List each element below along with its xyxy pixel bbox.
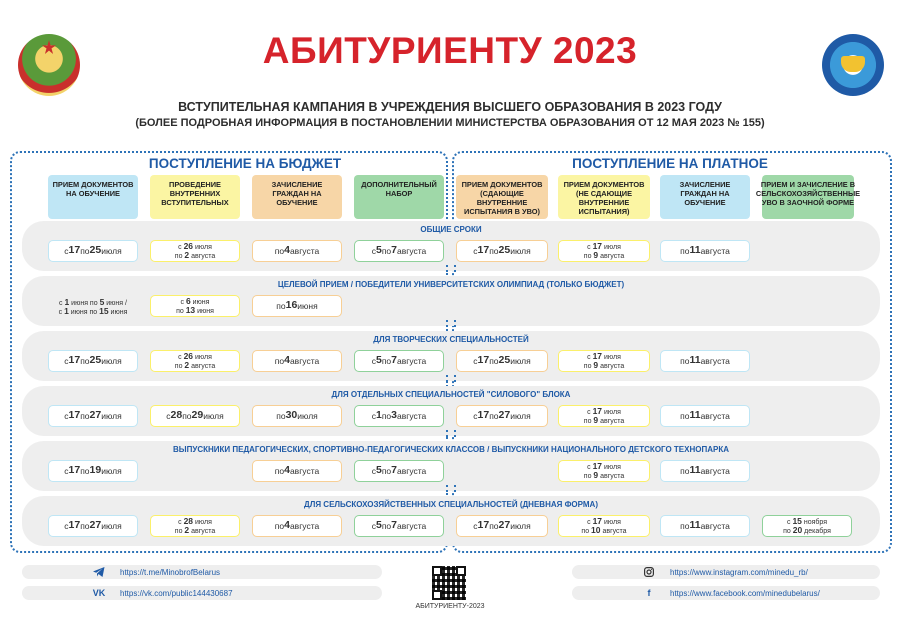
column-header-agricultural-correspondence: ПРИЕМ И ЗАЧИСЛЕНИЕ В СЕЛЬСКОХОЗЯЙСТВЕННЫЕ УВО В ЗАОЧНОЙ ФОРМЕ bbox=[762, 175, 854, 219]
panel-connector bbox=[446, 265, 452, 273]
vk-icon: VK bbox=[92, 588, 106, 598]
date-cell: с 5 по 7 августа bbox=[354, 515, 444, 537]
column-header-additional: ДОПОЛНИТЕЛЬНЫЙ НАБОР bbox=[354, 175, 444, 219]
date-cell: с 5 по 7 августа bbox=[354, 460, 444, 482]
instagram-icon bbox=[642, 566, 656, 578]
facebook-icon: f bbox=[647, 588, 651, 598]
section-title: ДЛЯ ОТДЕЛЬНЫХ СПЕЦИАЛЬНОСТЕЙ "СИЛОВОГО" БЛОКА bbox=[331, 390, 571, 399]
section-title: ВЫПУСКНИКИ ПЕДАГОГИЧЕСКИХ, СПОРТИВНО-ПЕДАГОГИЧЕСКИХ КЛАССОВ / ВЫПУСКНИКИ НАЦИОНАЛЬНОГО ДЕТСКОГО ТЕХНОПАРКА bbox=[172, 445, 729, 454]
telegram-icon bbox=[92, 566, 106, 578]
instagram-url[interactable]: https://www.instagram.com/minedu_rb/ bbox=[670, 567, 808, 577]
date-cell: с 17 по 25 июля bbox=[48, 350, 138, 372]
date-cell: с 17 по 27 июля bbox=[48, 405, 138, 427]
section-title: ОБЩИЕ СРОКИ bbox=[420, 225, 482, 234]
paid-panel-title: ПОСТУПЛЕНИЕ НА ПЛАТНОЕ bbox=[572, 156, 768, 171]
date-cell: с 28 по 29 июля bbox=[150, 405, 240, 427]
date-cell: по 16 июня bbox=[252, 295, 342, 317]
qr-corner bbox=[456, 566, 466, 576]
column-header-paid-documents-no-exams: ПРИЕМ ДОКУМЕНТОВ (НЕ СДАЮЩИЕ ВНУТРЕННИЕ ИСПЫТАНИЯ) bbox=[558, 175, 650, 219]
date-cell: с 5 по 7 августа bbox=[354, 240, 444, 262]
date-cell: с 17 по 25 июля bbox=[48, 240, 138, 262]
date-cell: с 5 по 7 августа bbox=[354, 350, 444, 372]
column-header-exams: ПРОВЕДЕНИЕ ВНУТРЕННИХ ВСТУПИТЕЛЬНЫХ bbox=[150, 175, 240, 219]
date-cell: с 17 июля по 10 августа bbox=[558, 515, 650, 537]
date-cell: с 17 июля по 9 августа bbox=[558, 405, 650, 427]
date-cell: с 17 по 27 июля bbox=[456, 405, 548, 427]
date-cell: по 11 августа bbox=[660, 350, 750, 372]
panel-connector bbox=[446, 320, 452, 328]
facebook-url[interactable]: https://www.facebook.com/minedubelarus/ bbox=[670, 588, 820, 598]
vk-link[interactable] bbox=[22, 586, 382, 600]
page-subtitle: ВСТУПИТЕЛЬНАЯ КАМПАНИЯ В УЧРЕЖДЕНИЯ ВЫСШЕГО ОБРАЗОВАНИЯ В 2023 ГОДУ bbox=[178, 100, 722, 114]
instagram-link[interactable] bbox=[572, 565, 880, 579]
date-cell: с 26 июля по 2 августа bbox=[150, 240, 240, 262]
date-cell: с 17 по 27 июля bbox=[48, 515, 138, 537]
date-cell: по 4 августа bbox=[252, 460, 342, 482]
panel-connector bbox=[446, 430, 452, 438]
budget-panel-title: ПОСТУПЛЕНИЕ НА БЮДЖЕТ bbox=[148, 156, 342, 171]
date-cell: с 6 июня по 13 июня bbox=[150, 295, 240, 317]
date-cell: по 11 августа bbox=[660, 515, 750, 537]
date-cell: с 17 по 27 июля bbox=[456, 515, 548, 537]
date-cell: с 26 июля по 2 августа bbox=[150, 350, 240, 372]
column-header-documents: ПРИЕМ ДОКУМЕНТОВ НА ОБУЧЕНИЕ bbox=[48, 175, 138, 219]
date-cell: с 1 июня по 5 июня / с 1 июня по 15 июня bbox=[58, 296, 128, 316]
telegram-link[interactable] bbox=[22, 565, 382, 579]
date-cell: по 4 августа bbox=[252, 350, 342, 372]
facebook-link[interactable] bbox=[572, 586, 880, 600]
qr-corner bbox=[432, 566, 442, 576]
panel-connector bbox=[446, 485, 452, 493]
section-title: ДЛЯ СЕЛЬСКОХОЗЯЙСТВЕННЫХ СПЕЦИАЛЬНОСТЕЙ (ДНЕВНАЯ ФОРМА) bbox=[304, 500, 598, 509]
section-title: ЦЕЛЕВОЙ ПРИЕМ / ПОБЕДИТЕЛИ УНИВЕРСИТЕТСКИХ ОЛИМПИАД (ТОЛЬКО БЮДЖЕТ) bbox=[277, 280, 625, 289]
column-header-enrollment: ЗАЧИСЛЕНИЕ ГРАЖДАН НА ОБУЧЕНИЕ bbox=[252, 175, 342, 219]
column-header-paid-enrollment: ЗАЧИСЛЕНИЕ ГРАЖДАН НА ОБУЧЕНИЕ bbox=[660, 175, 750, 219]
date-cell: по 11 августа bbox=[660, 405, 750, 427]
section-title: ДЛЯ ТВОРЧЕСКИХ СПЕЦИАЛЬНОСТЕЙ bbox=[373, 335, 529, 344]
date-cell: по 11 августа bbox=[660, 460, 750, 482]
date-cell: с 15 ноября по 20 декабря bbox=[762, 515, 852, 537]
date-cell: по 11 августа bbox=[660, 240, 750, 262]
date-cell: по 30 июля bbox=[252, 405, 342, 427]
date-cell: с 17 по 25 июля bbox=[456, 350, 548, 372]
date-cell: с 17 июля по 9 августа bbox=[558, 240, 650, 262]
date-cell: с 17 июля по 9 августа bbox=[558, 350, 650, 372]
date-cell: по 4 августа bbox=[252, 515, 342, 537]
date-cell: с 17 по 19 июля bbox=[48, 460, 138, 482]
date-cell: с 1 по 3 августа bbox=[354, 405, 444, 427]
qr-corner bbox=[432, 590, 442, 600]
date-cell: с 17 по 25 июля bbox=[456, 240, 548, 262]
qr-caption: АБИТУРИЕНТУ-2023 bbox=[415, 603, 485, 610]
column-header-paid-documents-exams: ПРИЕМ ДОКУМЕНТОВ (СДАЮЩИЕ ВНУТРЕННИЕ ИСПЫТАНИЯ В УВО) bbox=[456, 175, 548, 219]
telegram-url[interactable]: https://t.me/MinobrofBelarus bbox=[120, 567, 221, 577]
page-title: АБИТУРИЕНТУ 2023 bbox=[262, 30, 638, 71]
page-subtitle-note: (БОЛЕЕ ПОДРОБНАЯ ИНФОРМАЦИЯ В ПОСТАНОВЛЕНИИ МИНИСТЕРСТВА ОБРАЗОВАНИЯ ОТ 12 МАЯ 2023 № 155) bbox=[135, 117, 765, 129]
date-cell: с 17 июля по 9 августа bbox=[558, 460, 650, 482]
date-cell: по 4 августа bbox=[252, 240, 342, 262]
vk-url[interactable]: https://vk.com/public144430687 bbox=[120, 588, 233, 598]
date-cell: с 28 июля по 2 августа bbox=[150, 515, 240, 537]
panel-connector bbox=[446, 375, 452, 383]
